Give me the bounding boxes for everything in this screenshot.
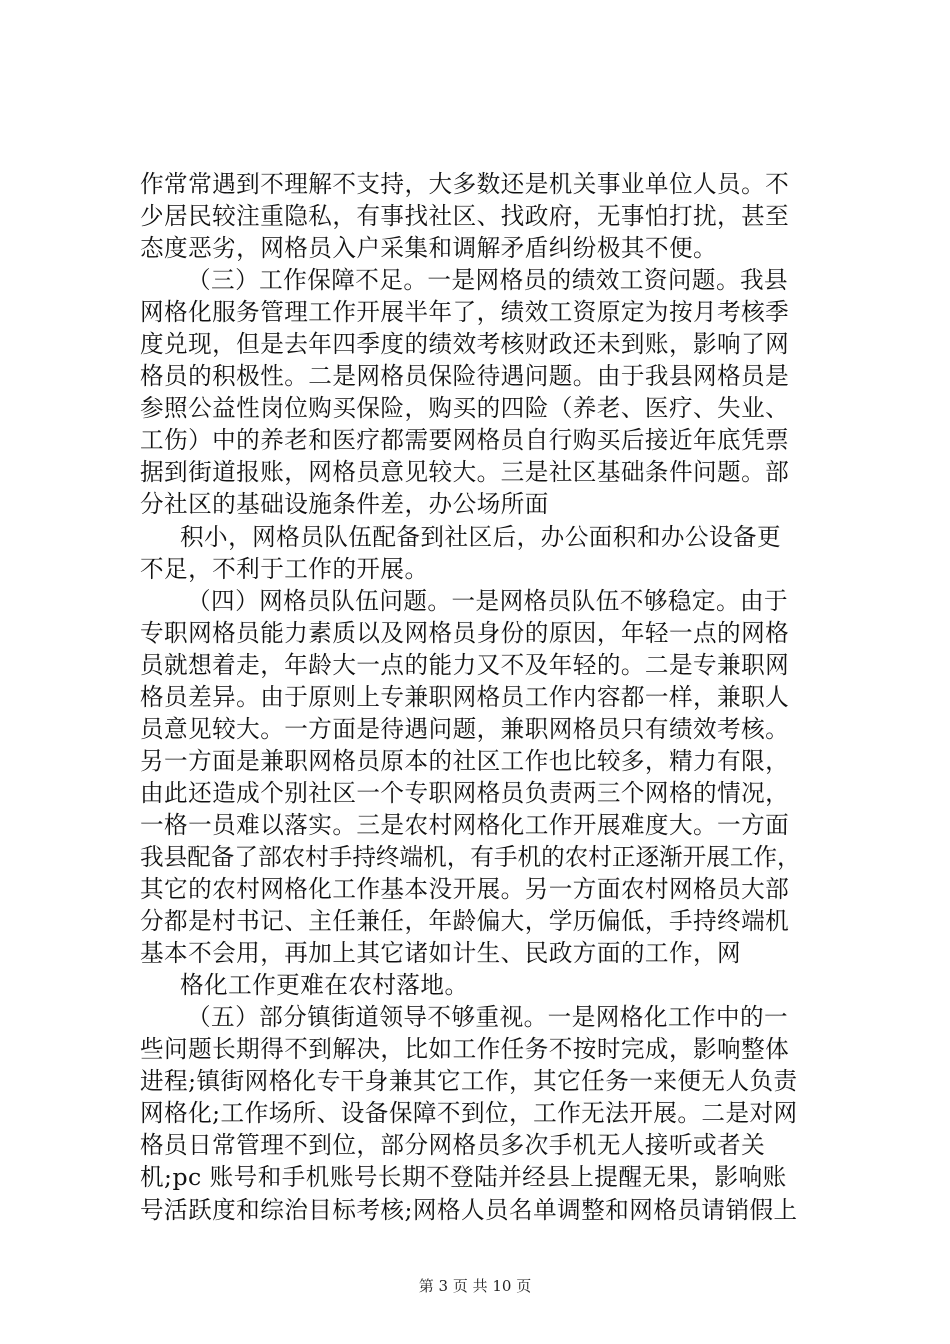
- text-line: 格员的积极性。二是网格员保险待遇问题。由于我县网格员是: [140, 362, 790, 391]
- page-number-footer: 第 3 页 共 10 页: [418, 1277, 532, 1295]
- text-line: 参照公益性岗位购买保险，购买的四险（养老、医疗、失业、: [140, 394, 790, 423]
- text-line: 作常常遇到不理解不支持，大多数还是机关事业单位人员。不: [140, 170, 790, 198]
- text-line: 分都是村书记、主任兼任，年龄偏大，学历偏低，手持终端机: [140, 907, 790, 936]
- text-line: 由此还造成个别社区一个专职网格员负责两三个网格的情况，: [140, 778, 790, 807]
- text-line: 度兑现，但是去年四季度的绩效考核财政还未到账，影响了网: [140, 330, 790, 359]
- text-line: 一格一员难以落实。三是农村网格化工作开展难度大。一方面: [140, 810, 790, 839]
- text-line: 另一方面是兼职网格员原本的社区工作也比较多，精力有限，: [140, 746, 790, 775]
- text-line: 其它的农村网格化工作基本没开展。另一方面农村网格员大部: [140, 875, 790, 904]
- text-line: 工伤）中的养老和医疗都需要网格员自行购买后接近年底凭票: [140, 426, 790, 455]
- text-line: 进程;镇街网格化专干身兼其它工作，其它任务一来便无人负责: [140, 1067, 798, 1096]
- text-line: （五）部分镇街道领导不够重视。一是网格化工作中的一: [187, 1003, 789, 1032]
- text-line: 员意见较大。一方面是待遇问题，兼职网格员只有绩效考核。: [140, 714, 790, 743]
- text-line: 我县配备了部农村手持终端机，有手机的农村正逐渐开展工作，: [140, 842, 801, 871]
- text-line: 专职网格员能力素质以及网格员身份的原因，年轻一点的网格: [140, 618, 790, 647]
- text-line: 不足，不利于工作的开展。: [140, 554, 429, 583]
- text-line: 格化工作更难在农村落地。: [180, 971, 469, 1000]
- text-line: 积小，网格员队伍配备到社区后，办公面积和办公设备更: [180, 522, 782, 551]
- text-line: 格员差异。由于原则上专兼职网格员工作内容都一样，兼职人: [140, 682, 790, 711]
- document-body: [140, 168, 830, 1226]
- text-line: 态度恶劣，网格员入户采集和调解矛盾纠纷极其不便。: [140, 234, 718, 263]
- text-line: 员就想着走，年龄大一点的能力又不及年轻的。二是专兼职网: [140, 650, 790, 679]
- text-line: 少居民较注重隐私，有事找社区、找政府，无事怕打扰，甚至: [140, 202, 790, 231]
- text-line: 分社区的基础设施条件差，办公场所面: [140, 490, 549, 519]
- text-line: 机;pc 账号和手机账号长期不登陆并经县上提醒无果，影响账: [140, 1163, 787, 1192]
- text-line: 些问题长期得不到解决，比如工作任务不按时完成，影响整体: [140, 1035, 790, 1064]
- text-line: （三）工作保障不足。一是网格员的绩效工资问题。我县: [187, 266, 789, 295]
- text-line: 网格化;工作场所、设备保障不到位，工作无法开展。二是对网: [140, 1099, 798, 1128]
- text-line: （四）网格员队伍问题。一是网格员队伍不够稳定。由于: [187, 586, 789, 615]
- text-line: 网格化服务管理工作开展半年了，绩效工资原定为按月考核季: [140, 298, 790, 327]
- text-line: 据到街道报账，网格员意见较大。三是社区基础条件问题。部: [140, 458, 790, 487]
- text-line: 号活跃度和综治目标考核;网格人员名单调整和网格员请销假上: [140, 1195, 798, 1224]
- text-line: 格员日常管理不到位，部分网格员多次手机无人接听或者关: [140, 1131, 766, 1160]
- text-line: 基本不会用，再加上其它诸如计生、民政方面的工作，网: [140, 939, 742, 968]
